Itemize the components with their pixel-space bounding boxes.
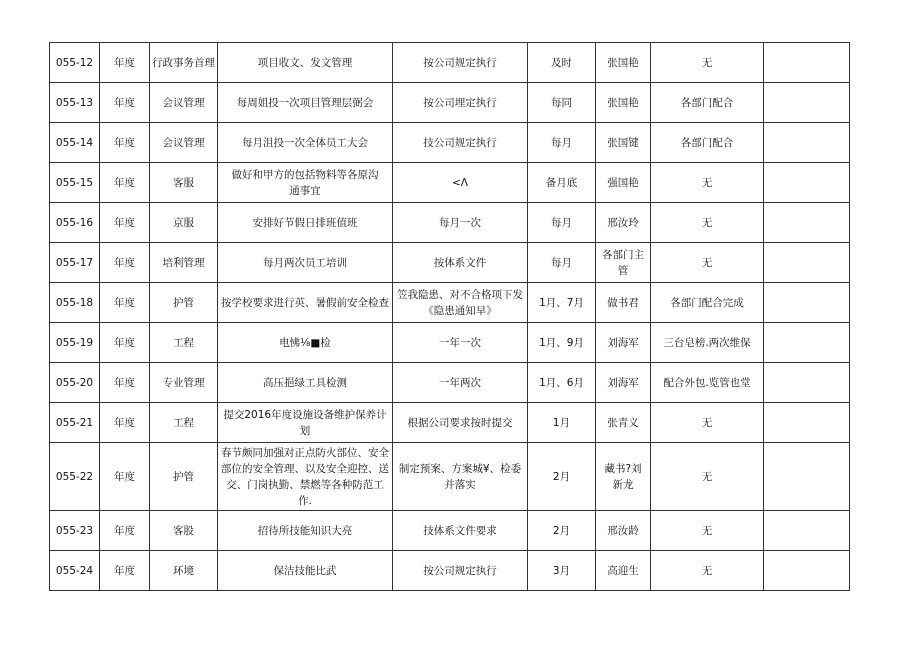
- category-cell: 会议管理: [150, 83, 218, 123]
- category-cell: 客股: [150, 511, 218, 551]
- category-cell: 会议管理: [150, 123, 218, 163]
- code-cell: 055-14: [50, 123, 100, 163]
- cooperation-cell: 无: [651, 203, 764, 243]
- category-cell: 培利管理: [150, 243, 218, 283]
- table-row: [50, 243, 850, 283]
- task-cell: 每月两次员工培训: [218, 243, 393, 283]
- timing-cell: 每月: [528, 203, 596, 243]
- code-cell: 055-19: [50, 323, 100, 363]
- person-text: 藏书?刘新龙: [604, 462, 642, 491]
- timing-cell: 1月、9月: [528, 323, 596, 363]
- standard-cell: 根据公司要求按时提交: [393, 403, 528, 443]
- code-cell: 055-23: [50, 511, 100, 551]
- task-text: 做好和甲方的包括物料等各原沟通事宜: [231, 168, 379, 197]
- person-cell: 强国艳: [596, 163, 651, 203]
- table-row: [50, 551, 850, 591]
- remark-cell: [764, 551, 850, 591]
- code-cell: 055-15: [50, 163, 100, 203]
- table-row: [50, 403, 850, 443]
- standard-cell: 一年一次: [393, 323, 528, 363]
- category-cell: 工程: [150, 403, 218, 443]
- timing-cell: 每月: [528, 123, 596, 163]
- remark-cell: [764, 363, 850, 403]
- standard-cell: [393, 283, 528, 323]
- timing-cell: 3月: [528, 551, 596, 591]
- period-cell: 年度: [100, 551, 150, 591]
- task-cell: 提交2016年度设施设备维护保养计划: [218, 403, 393, 443]
- task-cell: 春节颇同加强对正点防火部位、安全部位的安全管理、以及安全迎控、送交、门岗执勤、禁燃等各种防范工作.: [218, 443, 393, 511]
- category-cell: 客服: [150, 163, 218, 203]
- cooperation-cell: 无: [651, 43, 764, 83]
- cooperation-cell: 无: [651, 163, 764, 203]
- period-cell: 年度: [100, 363, 150, 403]
- person-text: 各部门主管: [602, 248, 644, 277]
- remark-cell: [764, 403, 850, 443]
- person-cell: 刘海军: [596, 323, 651, 363]
- cooperation-cell: 配合外包.览管也堂: [651, 363, 764, 403]
- timing-cell: 1月、6月: [528, 363, 596, 403]
- table-row: [50, 363, 850, 403]
- code-cell: 055-24: [50, 551, 100, 591]
- code-cell: 055-22: [50, 443, 100, 511]
- person-cell: 高迎生: [596, 551, 651, 591]
- table-row: [50, 203, 850, 243]
- code-cell: 055-16: [50, 203, 100, 243]
- task-cell: 每周姐投一次项目管理层弼会: [218, 83, 393, 123]
- code-cell: 055-21: [50, 403, 100, 443]
- timing-cell: 每同: [528, 83, 596, 123]
- code-cell: 055-18: [50, 283, 100, 323]
- category-cell: 行政事务首理: [150, 43, 218, 83]
- cooperation-cell: 三台皂榜.两次维保: [651, 323, 764, 363]
- work-plan-table: [49, 42, 850, 591]
- person-cell: 张国键: [596, 123, 651, 163]
- person-cell: 做书君: [596, 283, 651, 323]
- timing-cell: 2月: [528, 511, 596, 551]
- remark-cell: [764, 83, 850, 123]
- person-cell: 刘海军: [596, 363, 651, 403]
- category-cell: 工程: [150, 323, 218, 363]
- remark-cell: [764, 43, 850, 83]
- standard-cell: 技体系文件要求: [393, 511, 528, 551]
- period-cell: 年度: [100, 203, 150, 243]
- standard-cell: 每月一次: [393, 203, 528, 243]
- table-row: [50, 443, 850, 511]
- person-cell: 张国艳: [596, 83, 651, 123]
- person-cell: 张青义: [596, 403, 651, 443]
- person-cell: 张国艳: [596, 43, 651, 83]
- cooperation-cell: 无: [651, 443, 764, 511]
- person-cell: 邢汝玲: [596, 203, 651, 243]
- code-cell: 055-17: [50, 243, 100, 283]
- table-row: [50, 123, 850, 163]
- period-cell: 年度: [100, 43, 150, 83]
- timing-cell: 每月: [528, 243, 596, 283]
- timing-cell: 备月底: [528, 163, 596, 203]
- period-cell: 年度: [100, 403, 150, 443]
- task-cell: 电怫⅛■检: [218, 323, 393, 363]
- period-cell: 年度: [100, 443, 150, 511]
- standard-cell: <Λ: [393, 163, 528, 203]
- category-cell: 护管: [150, 283, 218, 323]
- timing-cell: 1月、7月: [528, 283, 596, 323]
- remark-cell: [764, 163, 850, 203]
- table-row: [50, 323, 850, 363]
- cooperation-cell: 无: [651, 403, 764, 443]
- table-row: [50, 163, 850, 203]
- standard-cell: 按公司埋定执行: [393, 83, 528, 123]
- standard-text: 笠我隐患、对不合格项下发《隐患通知早》: [397, 288, 523, 317]
- remark-cell: [764, 203, 850, 243]
- period-cell: 年度: [100, 123, 150, 163]
- task-cell: 高压挹绿工具检测: [218, 363, 393, 403]
- cooperation-cell: 各部门配合: [651, 83, 764, 123]
- standard-cell: 一年两次: [393, 363, 528, 403]
- period-cell: 年度: [100, 511, 150, 551]
- person-cell: [596, 443, 651, 511]
- timing-cell: 及时: [528, 43, 596, 83]
- remark-cell: [764, 511, 850, 551]
- task-cell: 每月沮投一次全体员工大会: [218, 123, 393, 163]
- task-cell: 保洁技能比武: [218, 551, 393, 591]
- standard-cell: 按公司规定执行: [393, 43, 528, 83]
- code-cell: 055-20: [50, 363, 100, 403]
- standard-cell: 制定预案、方案城¥、检委并落实: [393, 443, 528, 511]
- remark-cell: [764, 123, 850, 163]
- table-row: [50, 511, 850, 551]
- code-cell: 055-12: [50, 43, 100, 83]
- category-cell: 护管: [150, 443, 218, 511]
- task-cell: 按学校要求进行英、暑假前安全检查: [218, 283, 393, 323]
- person-cell: 邢汝龄: [596, 511, 651, 551]
- task-cell: 项目收文、发文管理: [218, 43, 393, 83]
- period-cell: 年度: [100, 83, 150, 123]
- cooperation-cell: 无: [651, 511, 764, 551]
- task-cell: 安排好节假日排班值班: [218, 203, 393, 243]
- timing-cell: 2月: [528, 443, 596, 511]
- category-cell: 京服: [150, 203, 218, 243]
- task-cell: [218, 163, 393, 203]
- category-cell: 环境: [150, 551, 218, 591]
- timing-cell: 1月: [528, 403, 596, 443]
- code-cell: 055-13: [50, 83, 100, 123]
- category-cell: 专业管理: [150, 363, 218, 403]
- standard-cell: 技公司规定执行: [393, 123, 528, 163]
- table-row: [50, 83, 850, 123]
- remark-cell: [764, 243, 850, 283]
- remark-cell: [764, 323, 850, 363]
- period-cell: 年度: [100, 163, 150, 203]
- table-row: [50, 43, 850, 83]
- period-cell: 年度: [100, 243, 150, 283]
- standard-cell: 按体系文件: [393, 243, 528, 283]
- period-cell: 年度: [100, 283, 150, 323]
- standard-cell: 按公司规定执行: [393, 551, 528, 591]
- cooperation-cell: 各部门配合完成: [651, 283, 764, 323]
- cooperation-cell: 各部门配合: [651, 123, 764, 163]
- person-cell: [596, 243, 651, 283]
- remark-cell: [764, 443, 850, 511]
- cooperation-cell: 无: [651, 551, 764, 591]
- table-row: [50, 283, 850, 323]
- remark-cell: [764, 283, 850, 323]
- period-cell: 年度: [100, 323, 150, 363]
- cooperation-cell: 无: [651, 243, 764, 283]
- task-cell: 招待所技能知识大亮: [218, 511, 393, 551]
